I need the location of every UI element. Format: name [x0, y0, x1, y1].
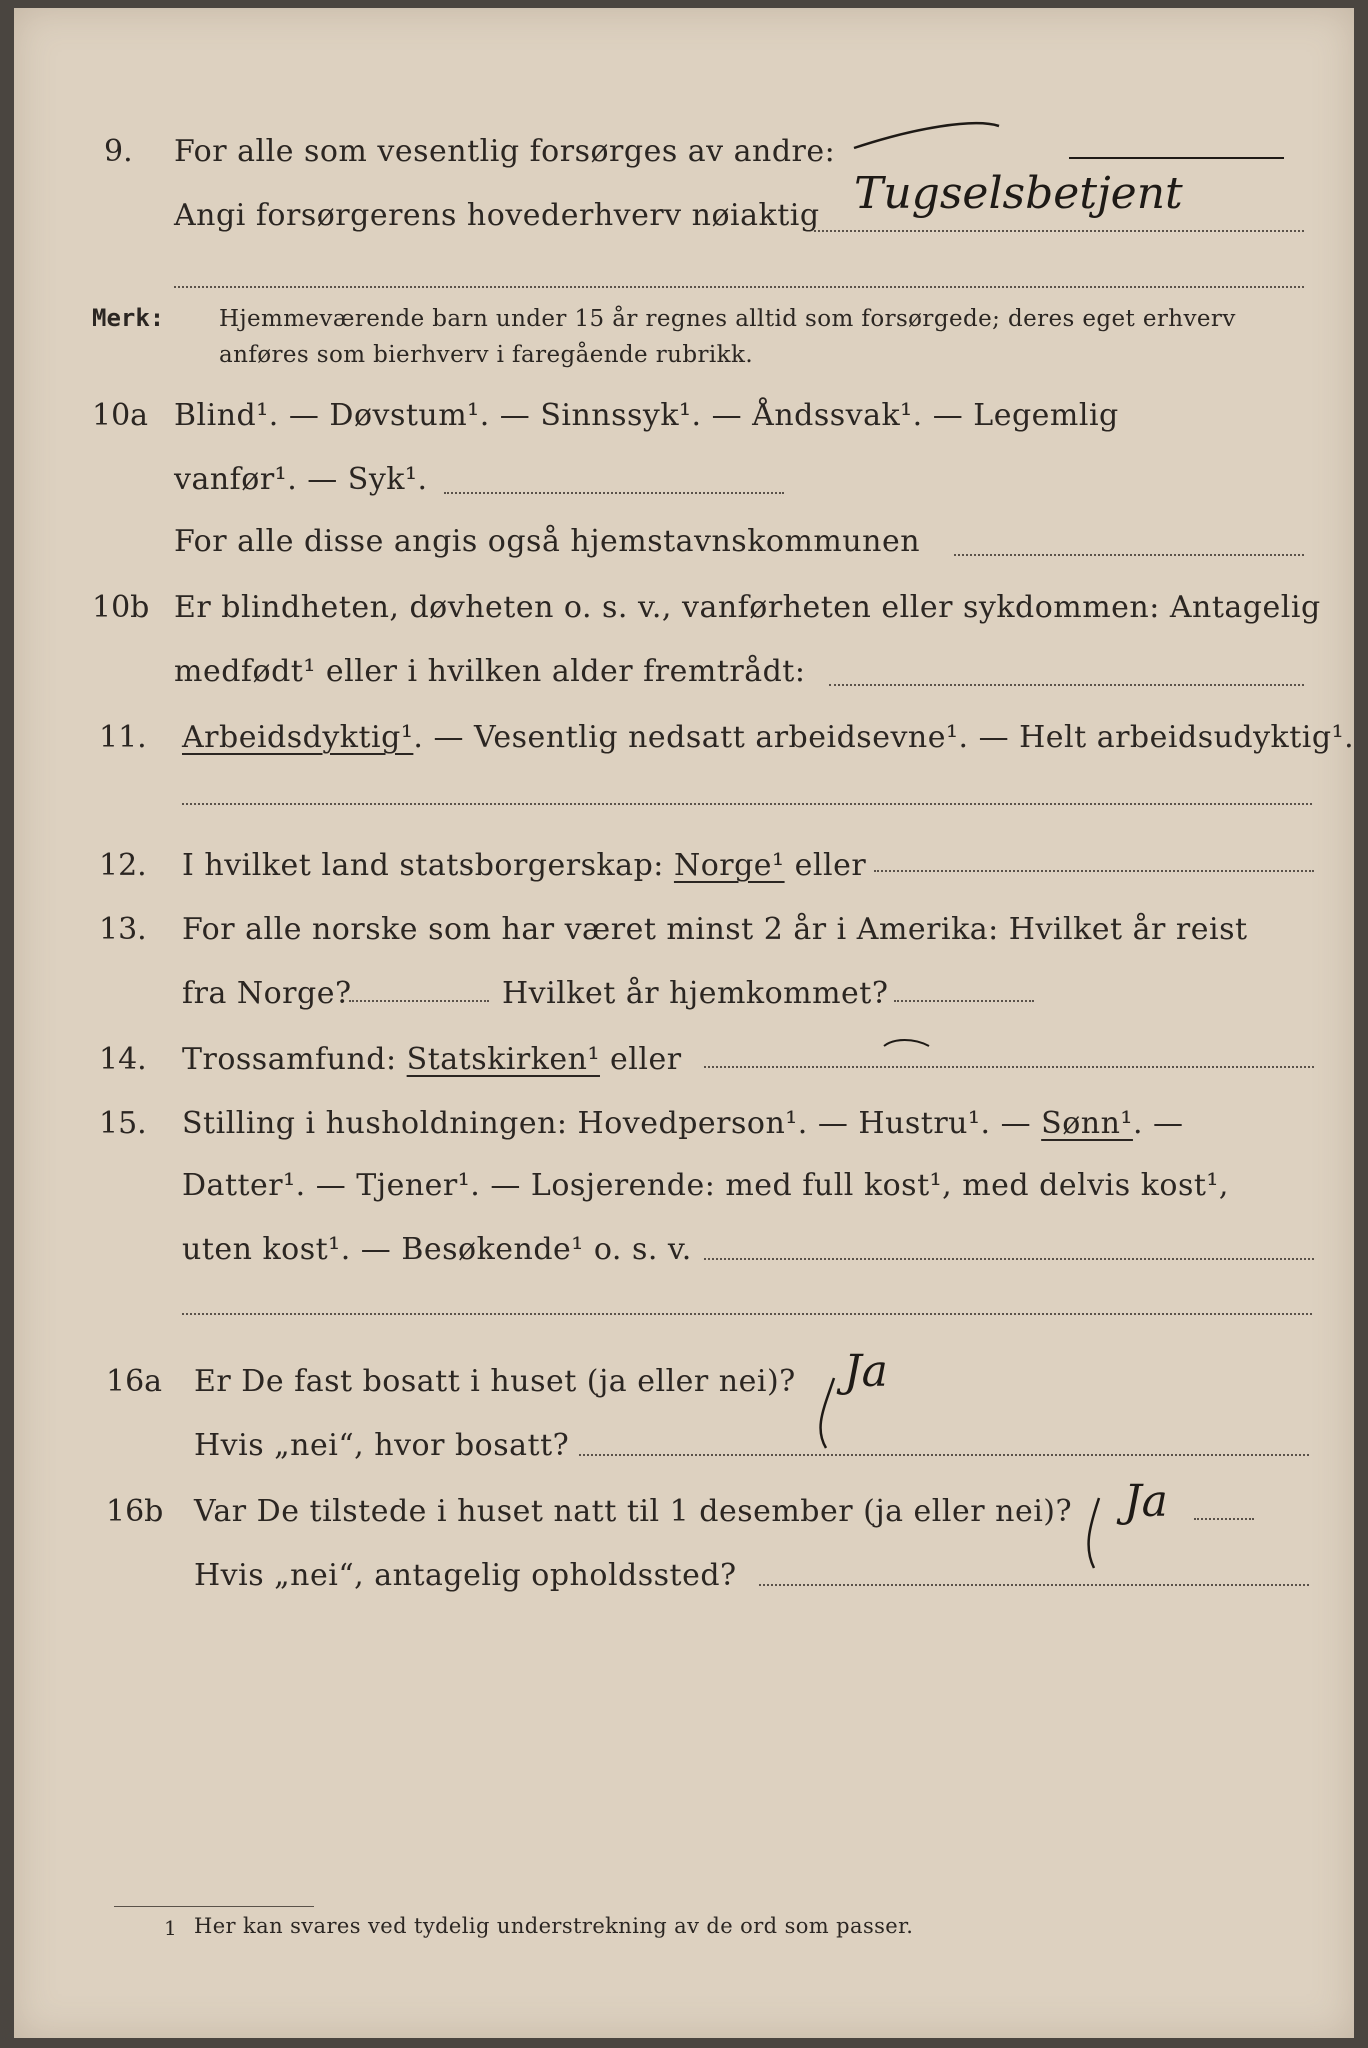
q11-options: [182, 720, 1354, 755]
q10a-syk-line: [444, 492, 784, 494]
q15-besokende-line: [704, 1258, 1314, 1260]
q11-other-options: . — Vesentlig nedsatt arbeidsevne¹. — Helt arbeidsudyktig¹.: [413, 720, 1355, 755]
q14-text: [182, 1042, 682, 1077]
q16b-line1: Var De tilstede i huset natt til 1 desember (ja eller nei)?: [194, 1494, 1073, 1529]
q15-line1-start: Stilling i husholdningen: Hovedperson¹. — Hustru¹. —: [182, 1106, 1032, 1141]
q14-suffix: eller: [610, 1042, 682, 1077]
q10a-line2: vanfør¹. — Syk¹.: [174, 462, 428, 497]
merk-line2: anføres som bierhverv i faregående rubrikk.: [219, 342, 754, 368]
q9-line2: Angi forsørgerens hovederhverv nøiaktig: [174, 198, 820, 233]
q9-handwritten-answer: Tugselsbetjent: [854, 168, 1183, 219]
q16b-answer-line: [1194, 1518, 1254, 1520]
q9-extra-line: [174, 286, 1304, 288]
merk-line1: Hjemmeværende barn under 15 år regnes alltid som forsørgede; deres eget erhverv: [219, 306, 1236, 332]
q13-line2b: Hvilket år hjemkommet?: [502, 976, 889, 1011]
q12-country-line: [874, 870, 1314, 872]
q10b-age-line: [829, 684, 1304, 686]
q13-hjemkommet-line: [894, 1000, 1034, 1002]
q15-line1-end: . —: [1132, 1106, 1184, 1141]
q10a-number: 10a: [92, 398, 149, 433]
q14-prefix: Trossamfund:: [182, 1042, 397, 1077]
q11-selected-option: Arbeidsdyktig¹: [182, 720, 414, 755]
q11-extra-line: [182, 803, 1312, 805]
q15-line3: uten kost¹. — Besøkende¹ o. s. v.: [182, 1232, 692, 1267]
q10b-line1: Er blindheten, døvheten o. s. v., vanførheten eller sykdommen: Antagelig: [174, 590, 1321, 625]
q15-extra-line: [182, 1313, 1312, 1315]
q12-prefix: I hvilket land statsborgerskap:: [182, 848, 664, 883]
q15-line2: Datter¹. — Tjener¹. — Losjerende: med full kost¹, med delvis kost¹,: [182, 1168, 1229, 1203]
q9-number: 9.: [104, 134, 133, 169]
q16a-number: 16a: [106, 1364, 163, 1399]
census-form-page: [14, 8, 1354, 2038]
q16b-opholdssted-line: [759, 1584, 1309, 1586]
q11-number: 11.: [99, 720, 147, 755]
q15-number: 15.: [99, 1106, 147, 1141]
q15-selected-option: Sønn¹: [1041, 1106, 1133, 1141]
q16a-line2: Hvis „nei“, hvor bosatt?: [194, 1428, 570, 1463]
q10a-kommune-line: [954, 554, 1304, 556]
q9-answer-line: [814, 230, 1304, 232]
q10b-line2: medfødt¹ eller i hvilken alder fremtrådt:: [174, 654, 806, 689]
q16a-bosatt-line: [579, 1454, 1309, 1456]
q13-reist-line: [349, 1000, 489, 1002]
merk-label: Merk:: [92, 304, 165, 332]
q12-number: 12.: [99, 848, 147, 883]
q10b-number: 10b: [92, 590, 150, 625]
q14-selected-option: Statskirken¹: [406, 1042, 600, 1077]
footnote-rule: [114, 1906, 314, 1907]
q12-suffix: eller: [794, 848, 867, 883]
q16b-handwritten-answer: Ja: [1124, 1476, 1168, 1527]
q12-text: [182, 848, 866, 883]
q13-number: 13.: [99, 912, 147, 947]
q16b-line2: Hvis „nei“, antagelig opholdssted?: [194, 1558, 737, 1593]
q15-line1: [182, 1106, 1184, 1141]
q13-line1: For alle norske som har været minst 2 år i Amerika: Hvilket år reist: [182, 912, 1248, 947]
q10a-line1: Blind¹. — Døvstum¹. — Sinnssyk¹. — Åndssvak¹. — Legemlig: [174, 398, 1119, 433]
q16a-handwritten-answer: Ja: [844, 1346, 888, 1397]
q14-number: 14.: [99, 1042, 147, 1077]
q13-line2a: fra Norge?: [182, 976, 352, 1011]
q9-line1: For alle som vesentlig forsørges av andre:: [174, 134, 836, 169]
q12-selected-option: Norge¹: [673, 848, 785, 883]
footnote-text: Her kan svares ved tydelig understrekning av de ord som passer.: [194, 1914, 914, 1938]
q10a-line3: For alle disse angis også hjemstavnskommunen: [174, 524, 921, 559]
q14-trossamfund-line: [704, 1066, 1314, 1068]
q16a-line1: Er De fast bosatt i huset (ja eller nei)?: [194, 1364, 796, 1399]
q16b-number: 16b: [106, 1494, 164, 1529]
footnote-marker: 1: [164, 1916, 178, 1940]
